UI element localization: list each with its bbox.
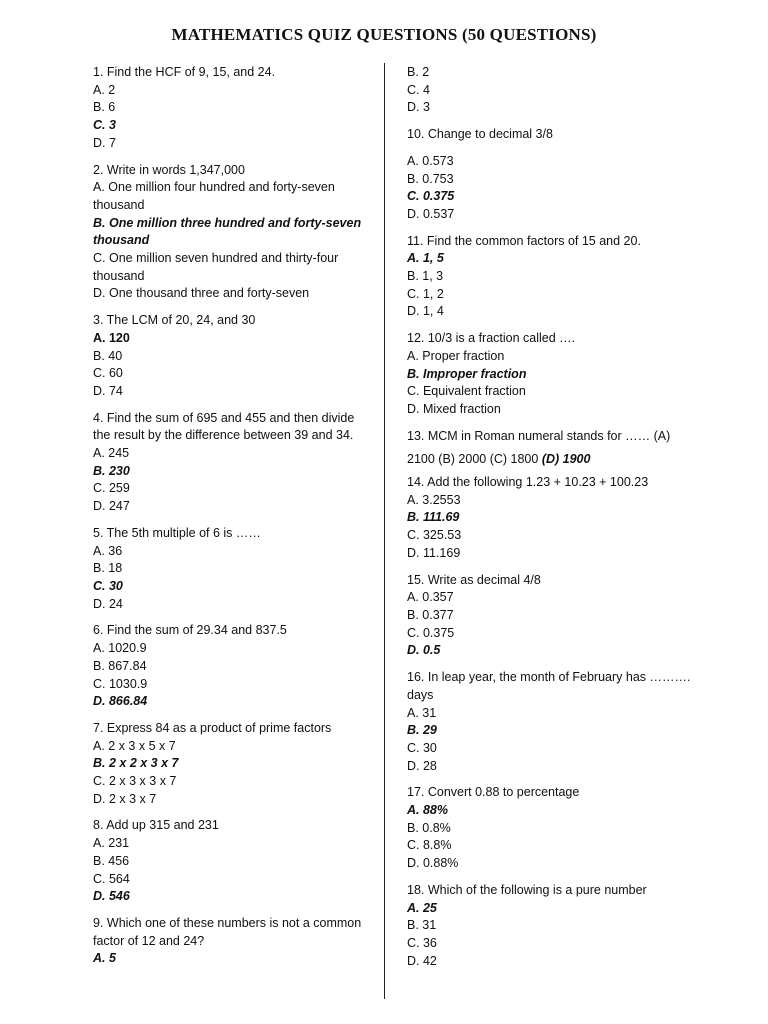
correct-answer: B. 230 <box>93 463 130 478</box>
question-text: 16. In leap year, the month of February has ………. days <box>407 670 691 702</box>
option-line: B. 31 <box>407 918 437 933</box>
question-text: 7. Express 84 as a product of prime factors <box>93 720 332 735</box>
question-text: 5. The 5th multiple of 6 is …… <box>93 525 261 540</box>
question-block <box>93 410 373 516</box>
question-text: 3. The LCM of 20, 24, and 30 <box>93 313 256 328</box>
question-block <box>93 162 373 304</box>
option-line: A. Proper fraction <box>407 348 505 363</box>
option-line: D. One thousand three and forty-seven <box>93 286 310 301</box>
question-text: 8. Add up 315 and 231 <box>93 818 219 833</box>
option-line: B. 1, 3 <box>407 269 444 284</box>
question-block <box>407 64 707 117</box>
option-line: C. 36 <box>407 935 437 950</box>
option-line: A. 1020.9 <box>93 641 147 656</box>
question-block <box>407 474 707 563</box>
correct-answer: C. 30 <box>93 578 123 593</box>
correct-answer: A. 120 <box>93 330 130 345</box>
question-block <box>93 817 373 906</box>
option-line: B. 2 <box>407 65 430 79</box>
option-line: D. 24 <box>93 596 123 611</box>
option-line: C. 325.53 <box>407 528 462 543</box>
option-line: A. 231 <box>93 836 130 851</box>
option-line: D. 3 <box>407 100 430 115</box>
option-line: C. 259 <box>93 481 130 496</box>
option-line: B. 0.753 <box>407 171 454 186</box>
question-block <box>93 312 373 401</box>
option-line: D. 1, 4 <box>407 304 444 319</box>
option-line: D. 7 <box>93 135 116 150</box>
option-line: C. Equivalent fraction <box>407 384 526 399</box>
question-text: 11. Find the common factors of 15 and 20. <box>407 233 641 248</box>
option-line: A. 2 <box>93 82 116 97</box>
question-block <box>93 622 373 711</box>
option-line: B. 0.8% <box>407 820 451 835</box>
option-line: A. 245 <box>93 446 130 461</box>
option-line: A. 2 x 3 x 5 x 7 <box>93 738 176 753</box>
option-line: B. 0.377 <box>407 607 454 622</box>
page-title: MATHEMATICS QUIZ QUESTIONS (50 QUESTIONS) <box>171 25 597 44</box>
question-block <box>93 64 373 153</box>
option-line: A. 0.357 <box>407 590 454 605</box>
correct-answer: A. 25 <box>407 900 437 915</box>
question-block <box>407 428 707 469</box>
correct-answer: C. 0.375 <box>407 189 455 204</box>
question-block <box>407 882 707 971</box>
correct-answer: B. 29 <box>407 723 437 738</box>
question-text: 1. Find the HCF of 9, 15, and 24. <box>93 65 276 79</box>
option-line: D. 0.88% <box>407 856 459 871</box>
correct-answer: D. 546 <box>93 889 130 904</box>
option-line: B. 18 <box>93 561 123 576</box>
question-text: 12. 10/3 is a fraction called …. <box>407 331 576 346</box>
column-divider <box>384 63 385 999</box>
correct-answer: D. 866.84 <box>93 694 148 709</box>
question-text: 9. Which one of these numbers is not a common factor of 12 and 24? <box>93 915 362 948</box>
option-line: C. 564 <box>93 871 130 886</box>
correct-answer: D. 0.5 <box>407 643 441 658</box>
option-line: D. 74 <box>93 383 123 398</box>
question-block <box>407 669 707 775</box>
option-line: C. 2 x 3 x 3 x 7 <box>93 774 177 789</box>
option-line: B. 867.84 <box>93 658 147 673</box>
option-line: D. 28 <box>407 758 437 773</box>
option-line: B. 456 <box>93 853 130 868</box>
correct-answer: B. 2 x 2 x 3 x 7 <box>93 756 179 771</box>
question-block <box>93 720 373 809</box>
question-text: 15. Write as decimal 4/8 <box>407 572 541 587</box>
correct-answer: (D) 1900 <box>541 452 591 467</box>
option-line: C. 4 <box>407 82 430 97</box>
right-column <box>407 64 707 979</box>
option-line: D. 0.537 <box>407 206 455 221</box>
correct-answer: B. 111.69 <box>407 510 460 525</box>
question-text: 4. Find the sum of 695 and 455 and then divide the result by the difference between 39 and 34. <box>93 410 355 443</box>
question-block <box>407 330 707 419</box>
option-line: C. 30 <box>407 740 437 755</box>
correct-answer: B. One million three hundred and forty-seven thousand <box>93 215 362 248</box>
option-line: C. 0.375 <box>407 625 455 640</box>
correct-answer: B. Improper fraction <box>407 366 527 381</box>
option-line: D. Mixed fraction <box>407 401 501 416</box>
question-text: 18. Which of the following is a pure number <box>407 882 647 897</box>
question-block <box>93 525 373 614</box>
question-block <box>407 126 707 224</box>
left-column <box>93 64 373 977</box>
option-line: A. 31 <box>407 705 437 720</box>
option-line: B. 6 <box>93 100 116 115</box>
option-line: C. One million seven hundred and thirty-four thousand <box>93 251 339 283</box>
correct-answer: A. 5 <box>93 951 116 966</box>
option-line: A. 36 <box>93 543 123 558</box>
option-line <box>407 451 707 469</box>
correct-answer: C. 3 <box>93 118 116 133</box>
question-block <box>93 915 373 968</box>
option-line: B. 40 <box>93 348 123 363</box>
correct-answer: A. 1, 5 <box>407 251 444 266</box>
question-text: 13. MCM in Roman numeral stands for …… (A) <box>407 428 671 443</box>
option-line: C. 1030.9 <box>93 676 148 691</box>
question-text: 14. Add the following 1.23 + 10.23 + 100.23 <box>407 475 649 490</box>
question-block <box>407 784 707 873</box>
option-line: D. 11.169 <box>407 545 461 560</box>
question-text: 6. Find the sum of 29.34 and 837.5 <box>93 623 287 638</box>
option-line: A. 3.2553 <box>407 492 461 507</box>
question-text: 2. Write in words 1,347,000 <box>93 162 245 177</box>
question-text: 10. Change to decimal 3/8 <box>407 127 553 142</box>
option-text: 2100 (B) 2000 (C) 1800 <box>407 452 542 467</box>
question-block <box>407 233 707 322</box>
option-line: C. 8.8% <box>407 838 452 853</box>
option-line: C. 1, 2 <box>407 286 444 301</box>
option-line: D. 247 <box>93 499 130 514</box>
option-line: D. 42 <box>407 953 437 968</box>
option-line: D. 2 x 3 x 7 <box>93 791 157 806</box>
question-block <box>407 572 707 661</box>
option-line: A. 0.573 <box>407 153 454 168</box>
question-text: 17. Convert 0.88 to percentage <box>407 785 580 800</box>
option-line: A. One million four hundred and forty-seven thousand <box>93 180 335 212</box>
option-line: C. 60 <box>93 366 123 381</box>
correct-answer: A. 88% <box>407 803 448 818</box>
